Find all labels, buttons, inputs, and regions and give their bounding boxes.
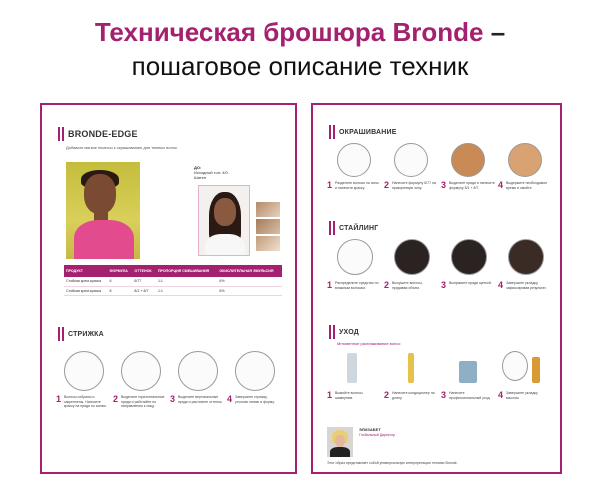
step-text: Завершите укладку маслом.	[506, 391, 538, 400]
hair-swatch	[256, 202, 280, 217]
hair-swatch	[256, 236, 280, 251]
section-title-coloring: ОКРАШИВАНИЕ	[339, 128, 397, 136]
before-tone: Исходный тон: 4/0	[194, 170, 228, 175]
head-sketch-icon	[337, 239, 373, 275]
section-header-coloring	[329, 125, 397, 139]
head-sketch-icon	[502, 351, 528, 381]
table-cell: 6%	[217, 277, 282, 286]
step-number: 1	[56, 394, 62, 404]
section-bars-icon	[329, 325, 335, 339]
section-subtitle-care: Мгновенное разглаживание волос	[337, 341, 401, 346]
step-item	[327, 239, 384, 313]
step-text: Разделите волосы на зоны и нанесите краску.	[335, 181, 379, 190]
step-text: Нанесите кондиционер на длину.	[392, 391, 435, 400]
step-number: 4	[227, 394, 233, 404]
step-item	[170, 351, 227, 461]
step-item	[327, 143, 384, 213]
table-cell: 8/1 + 8/7	[132, 286, 156, 295]
table-header: ФОРМУЛА	[107, 265, 132, 277]
coloring-steps	[327, 143, 555, 213]
section-bars-icon	[58, 327, 64, 341]
step-item	[498, 143, 555, 213]
section-title-haircut: СТРИЖКА	[68, 330, 104, 338]
step-number: 4	[498, 180, 504, 190]
table-cell: 1:1	[156, 286, 217, 295]
step-text: Завершите стрижку, уточнив линию и форму.	[235, 395, 275, 404]
step-item	[56, 351, 113, 461]
brochure-page-left	[40, 103, 297, 474]
table-cell: Стойкая крем-краска	[64, 286, 107, 295]
head-sketch-icon	[337, 143, 371, 177]
section-header-care	[329, 325, 359, 339]
step-number: 2	[384, 180, 390, 190]
step-text: Выдержите необходимое время и смойте.	[506, 181, 548, 190]
title-brand-part: Техническая брошюра Bronde	[94, 17, 484, 47]
author-role: Глобальный Директор	[359, 433, 396, 437]
head-sketch-icon	[451, 239, 487, 275]
head-sketch-icon	[451, 143, 485, 177]
step-text: Высушите волосы, придавая объем.	[392, 281, 423, 290]
hair-swatches	[256, 202, 280, 253]
head-sketch-icon	[508, 239, 544, 275]
head-sketch-icon	[394, 143, 428, 177]
table-header: ОКИСЛИТЕЛЬНАЯ ЭМУЛЬСИЯ	[217, 265, 282, 277]
step-text: Распределите средство по влажным волосам.	[335, 281, 379, 290]
step-item	[498, 239, 555, 313]
step-item	[441, 351, 498, 421]
model-photo-before	[198, 185, 250, 256]
product-table	[64, 265, 282, 296]
step-item	[441, 239, 498, 313]
author-photo	[327, 427, 353, 457]
section-subtitle-bronde-edge: Добавьте мягкие нюансы к окрашиванию для темных волос.	[66, 145, 179, 150]
step-item	[384, 351, 441, 421]
step-text: Нанесите формулу 6/77 на прикорневую зону.	[392, 181, 436, 190]
step-number: 2	[384, 390, 390, 400]
step-item	[441, 143, 498, 213]
haircut-steps	[56, 351, 286, 461]
step-number: 4	[498, 390, 504, 400]
step-number: 3	[170, 394, 176, 404]
head-sketch-icon	[178, 351, 218, 391]
table-cell: 8	[107, 286, 132, 295]
head-sketch-icon	[121, 351, 161, 391]
step-number: 3	[441, 390, 447, 400]
shampoo-bottle-icon	[347, 353, 357, 383]
step-number: 2	[113, 394, 119, 404]
table-cell: Стойкая крем-краска	[64, 277, 107, 286]
step-number: 3	[441, 280, 447, 290]
model-photo-after	[66, 162, 140, 259]
table-header: ОТТЕНОК	[132, 265, 156, 277]
table-header: ПРОПОРЦИЯ СМЕШИВАНИЯ	[156, 265, 217, 277]
oil-bottle-icon	[532, 357, 540, 383]
section-title-styling: СТАЙЛИНГ	[339, 224, 379, 232]
hair-swatch	[256, 219, 280, 234]
head-sketch-icon	[64, 351, 104, 391]
step-item	[227, 351, 284, 461]
step-item	[384, 143, 441, 213]
step-text: Выпрямите пряди щеткой.	[449, 281, 492, 285]
section-bars-icon	[329, 221, 335, 235]
table-cell: 6/77	[132, 277, 156, 286]
step-text: Выделите пряди и нанесите формулу 8/1 + 8/7.	[449, 181, 495, 190]
table-row	[64, 277, 282, 286]
step-item	[384, 239, 441, 313]
step-text: Завершите укладку, зафиксировав результат.	[506, 281, 547, 290]
table-cell: 6	[107, 277, 132, 286]
table-header: ПРОДУКТ	[64, 265, 107, 277]
section-header-styling	[329, 221, 378, 235]
table-header-row	[64, 265, 282, 277]
step-text: Выделите горизонтальные пряди и работайте по направлению к лицу.	[121, 395, 165, 408]
head-sketch-icon	[508, 143, 542, 177]
step-number: 1	[327, 280, 333, 290]
section-title-care: УХОД	[339, 328, 359, 336]
step-text: Волосы собраны и закреплены. Наносите краску на пряди по зонам.	[64, 395, 107, 408]
brochure-page-right	[311, 103, 562, 474]
section-bars-icon	[58, 127, 64, 141]
step-text: Нанесите профессиональный уход.	[449, 391, 491, 400]
table-cell: 1:1	[156, 277, 217, 286]
styling-steps	[327, 239, 555, 313]
author-name: ЭЛИЗАБЕТ	[359, 427, 381, 432]
step-item	[498, 351, 555, 421]
step-text: Выделите вертикальные пряди и растяните оттенок.	[178, 395, 223, 404]
head-sketch-icon	[235, 351, 275, 391]
head-sketch-icon	[394, 239, 430, 275]
step-number: 1	[327, 180, 333, 190]
mask-jar-icon	[459, 361, 477, 383]
step-text: Вымойте волосы шампунем.	[335, 391, 363, 400]
section-title-bronde-edge: BRONDE-EDGE	[68, 129, 138, 139]
page-subtitle: пошаговое описание техник	[131, 51, 469, 81]
table-row	[64, 286, 282, 295]
care-steps	[327, 351, 555, 421]
section-header-haircut	[58, 327, 104, 341]
step-item	[113, 351, 170, 461]
section-header-bronde-edge	[58, 127, 138, 141]
table-cell: 6%	[217, 286, 282, 295]
step-number: 1	[327, 390, 333, 400]
step-item	[327, 351, 384, 421]
before-label: ДО:	[194, 165, 202, 170]
title-dash: –	[483, 17, 506, 47]
conditioner-bottle-icon	[408, 353, 414, 383]
step-number: 4	[498, 280, 504, 290]
page-title	[0, 16, 600, 48]
section-bars-icon	[329, 125, 335, 139]
before-info	[194, 165, 228, 180]
before-base: Шатен	[194, 175, 207, 180]
step-number: 3	[441, 180, 447, 190]
author-quote: Этот образ представляет собой универсальную интерпретацию техники Bronde.	[327, 461, 458, 465]
step-number: 2	[384, 280, 390, 290]
